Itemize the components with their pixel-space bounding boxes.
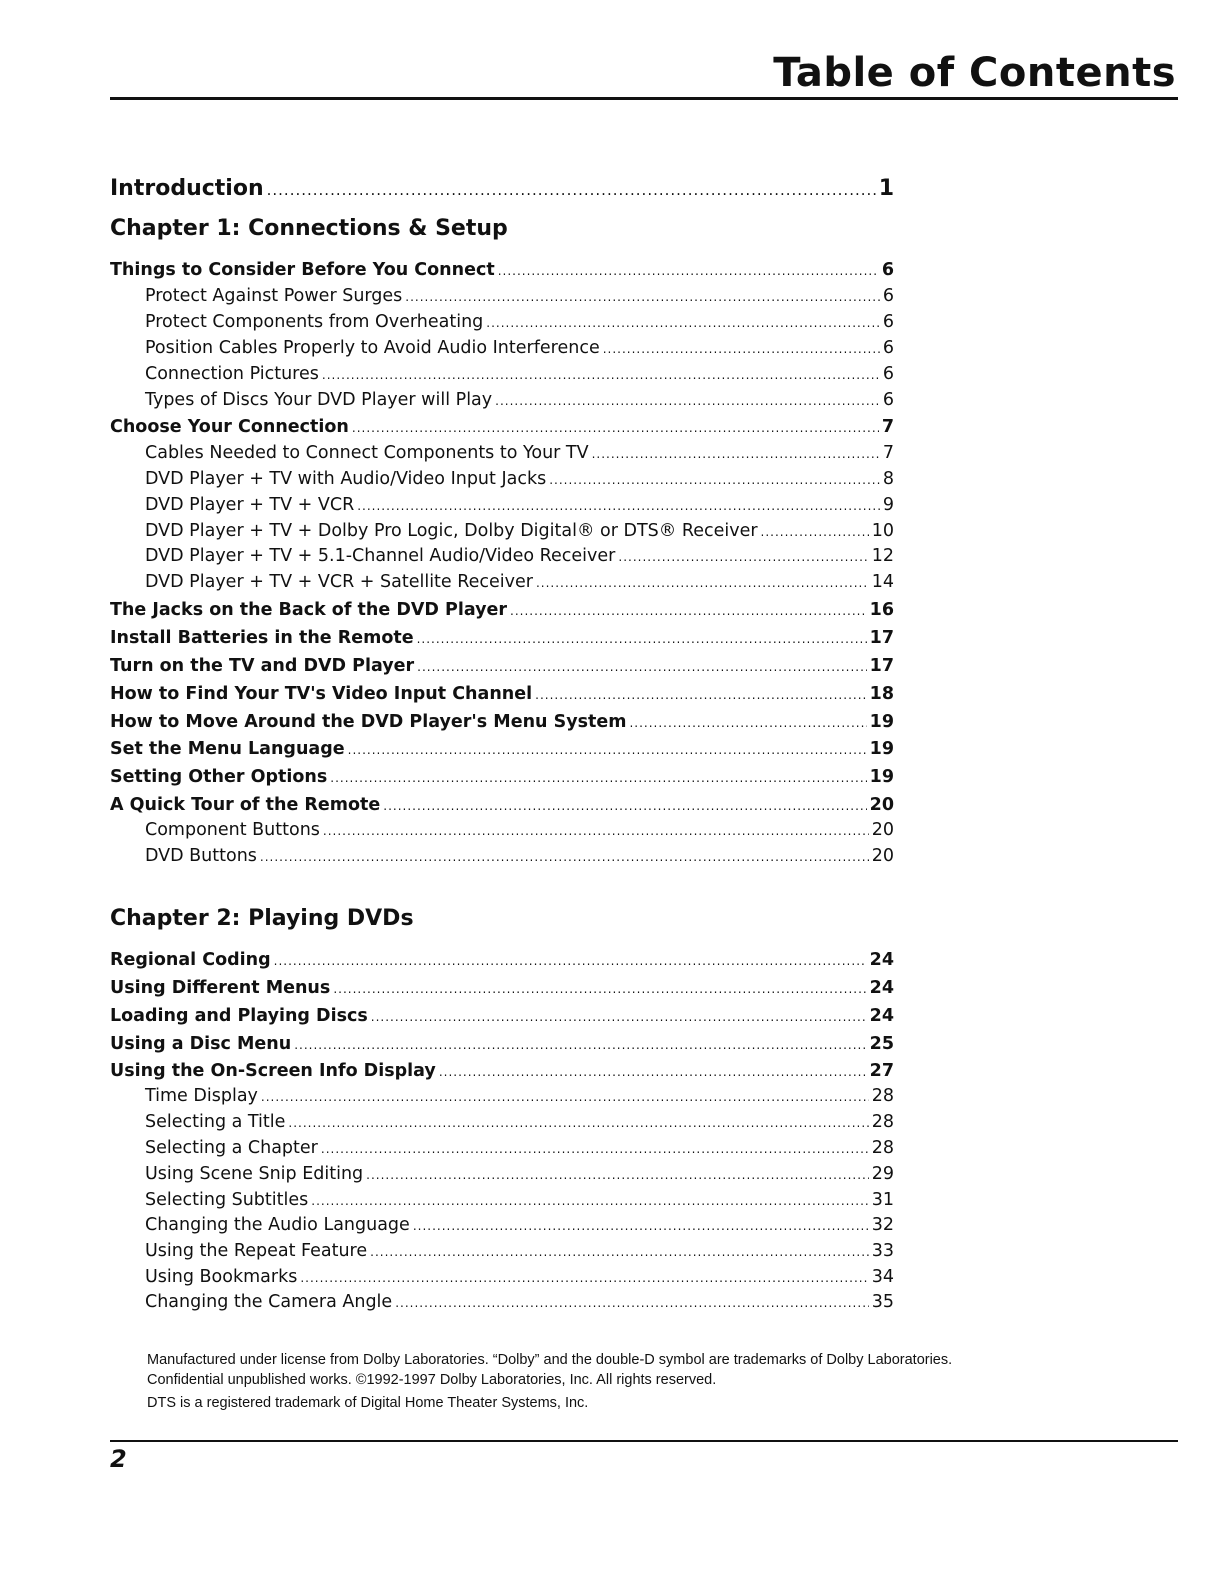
toc-entry[interactable] <box>110 1164 894 1184</box>
toc-entry-page: 19 <box>869 739 894 759</box>
toc-entry-page: 28 <box>871 1112 894 1132</box>
toc-entry-title: DVD Player + TV + 5.1-Channel Audio/Video Receiver <box>145 546 616 566</box>
toc-entry-title: Setting Other Options <box>110 767 328 787</box>
dot-leader <box>495 394 880 408</box>
toc-entry-title: Connection Pictures <box>145 364 319 384</box>
toc-entry-page: 28 <box>871 1086 894 1106</box>
toc-entry-title: DVD Player + TV + Dolby Pro Logic, Dolby Digital® or DTS® Receiver <box>145 521 758 541</box>
toc-entry[interactable] <box>110 1190 894 1210</box>
toc-entry[interactable] <box>110 286 894 306</box>
dolby-notice-line-2: Confidential unpublished works. ©1992-1997 Dolby Laboratories, Inc. All rights reserved. <box>147 1372 717 1388</box>
toc-entry[interactable] <box>110 950 894 970</box>
toc-entry[interactable] <box>110 628 894 648</box>
dot-leader <box>370 1245 869 1259</box>
dot-leader <box>267 181 876 199</box>
toc-entry-page: 6 <box>882 286 894 306</box>
dot-leader <box>352 421 879 435</box>
toc-entry-title: DVD Player + TV + VCR + Satellite Receiver <box>145 572 533 592</box>
dot-leader <box>322 368 880 382</box>
toc-entry-title: Things to Consider Before You Connect <box>110 260 495 280</box>
toc-entry-title: DVD Player + TV + VCR <box>145 495 355 515</box>
toc-entry[interactable] <box>110 846 894 866</box>
dot-leader <box>323 824 869 838</box>
dot-leader <box>439 1065 867 1079</box>
toc-entry-title: Changing the Camera Angle <box>145 1292 393 1312</box>
toc-entry[interactable] <box>110 1267 894 1287</box>
toc-entry-title: Using the Repeat Feature <box>145 1241 368 1261</box>
toc-entry-page: 24 <box>869 978 894 998</box>
toc-entry[interactable] <box>110 495 894 515</box>
toc-entry[interactable] <box>110 176 894 201</box>
dot-leader <box>274 954 867 968</box>
toc-entry[interactable] <box>110 1086 894 1106</box>
toc-entry-page: 29 <box>871 1164 894 1184</box>
dot-leader <box>366 1168 869 1182</box>
chapter-heading: Chapter 2: Playing DVDs <box>110 906 414 931</box>
toc-entry[interactable] <box>110 469 894 489</box>
dolby-notice-line-1: Manufactured under license from Dolby Laboratories. “Dolby” and the double-D symbol are trademarks of Dolby Laboratories. <box>147 1352 953 1368</box>
toc-entry-page: 6 <box>881 260 894 280</box>
dot-leader <box>330 771 866 785</box>
dot-leader <box>417 632 867 646</box>
toc-entry-title: Install Batteries in the Remote <box>110 628 414 648</box>
toc-entry-page: 14 <box>871 572 894 592</box>
toc-entry[interactable] <box>110 1006 894 1026</box>
toc-entry-page: 19 <box>869 767 894 787</box>
dot-leader <box>294 1038 866 1052</box>
toc-entry-title: Using a Disc Menu <box>110 1034 292 1054</box>
toc-entry-page: 6 <box>882 338 894 358</box>
toc-entry-page: 8 <box>882 469 894 489</box>
toc-entry-title: Component Buttons <box>145 820 320 840</box>
toc-entry-page: 1 <box>878 176 894 201</box>
toc-entry[interactable] <box>110 546 894 566</box>
toc-entry[interactable] <box>110 767 894 787</box>
toc-entry[interactable] <box>110 1061 894 1081</box>
toc-entry[interactable] <box>110 364 894 384</box>
toc-entry-title: Turn on the TV and DVD Player <box>110 656 415 676</box>
toc-entry-title: Changing the Audio Language <box>145 1215 410 1235</box>
dot-leader <box>761 525 869 539</box>
toc-entry-title: Loading and Playing Discs <box>110 1006 368 1026</box>
toc-entry-page: 28 <box>871 1138 894 1158</box>
toc-entry-page: 31 <box>871 1190 894 1210</box>
toc-entry[interactable] <box>110 1292 894 1312</box>
toc-entry-page: 32 <box>871 1215 894 1235</box>
toc-entry-title: Protect Components from Overheating <box>145 312 484 332</box>
trademark-notices <box>147 1350 1147 1413</box>
dot-leader <box>498 264 879 278</box>
dot-leader <box>535 688 867 702</box>
toc-entry[interactable] <box>110 572 894 592</box>
toc-entry[interactable] <box>110 1112 894 1132</box>
toc-entry-page: 6 <box>882 390 894 410</box>
toc-entry-title: Set the Menu Language <box>110 739 345 759</box>
footer-rule <box>110 1440 1178 1442</box>
toc-entry-title: Cables Needed to Connect Components to Your TV <box>145 443 589 463</box>
dot-leader <box>486 316 880 330</box>
page-title: Table of Contents <box>773 50 1176 96</box>
toc-entry-title: How to Move Around the DVD Player's Menu System <box>110 712 627 732</box>
toc-entry[interactable] <box>110 978 894 998</box>
toc-entry-page: 17 <box>869 656 894 676</box>
toc-entry[interactable] <box>110 1215 894 1235</box>
toc-entry-page: 17 <box>869 628 894 648</box>
toc-entry-title: Introduction <box>110 176 264 201</box>
toc-entry-title: Position Cables Properly to Avoid Audio Interference <box>145 338 600 358</box>
toc-entry-title: Selecting a Chapter <box>145 1138 318 1158</box>
toc-entry-page: 16 <box>869 600 894 620</box>
dot-leader <box>288 1116 868 1130</box>
toc-entry-title: Selecting a Title <box>145 1112 286 1132</box>
dot-leader <box>413 1219 869 1233</box>
chapter-heading: Chapter 1: Connections & Setup <box>110 216 508 241</box>
toc-entry-title: Choose Your Connection <box>110 417 349 437</box>
toc-entry[interactable] <box>110 417 894 437</box>
toc-entry-title: Regional Coding <box>110 950 271 970</box>
dot-leader <box>311 1194 868 1208</box>
toc-entry[interactable] <box>110 1138 894 1158</box>
toc-entry[interactable] <box>110 312 894 332</box>
toc-entry-page: 10 <box>871 521 894 541</box>
toc-entry-title: DVD Player + TV with Audio/Video Input Jacks <box>145 469 547 489</box>
toc-entry-page: 34 <box>871 1267 894 1287</box>
toc-entry[interactable] <box>110 656 894 676</box>
toc-entry[interactable] <box>110 1241 894 1261</box>
dot-leader <box>592 447 880 461</box>
dot-leader <box>261 1090 869 1104</box>
toc-entry-page: 24 <box>869 950 894 970</box>
toc-entry-page: 18 <box>869 684 894 704</box>
toc-entry-page: 7 <box>882 443 894 463</box>
toc-entry-page: 20 <box>871 846 894 866</box>
dot-leader <box>405 290 880 304</box>
page-number: 2 <box>110 1445 127 1473</box>
toc-entry-page: 7 <box>881 417 894 437</box>
toc-entry-page: 27 <box>869 1061 894 1081</box>
toc-entry-title: Using Bookmarks <box>145 1267 298 1287</box>
toc-entry-title: Time Display <box>145 1086 258 1106</box>
dot-leader <box>383 799 866 813</box>
toc-entry-title: DVD Buttons <box>145 846 257 866</box>
dolby-license-notice <box>147 1350 1147 1390</box>
toc-entry-page: 35 <box>871 1292 894 1312</box>
dot-leader <box>417 660 866 674</box>
toc-entry[interactable] <box>110 600 894 620</box>
toc-entry-page: 19 <box>869 712 894 732</box>
dot-leader <box>260 850 869 864</box>
dot-leader <box>321 1142 869 1156</box>
toc-entry-page: 33 <box>871 1241 894 1261</box>
toc-entry-title: Using the On-Screen Info Display <box>110 1061 436 1081</box>
dot-leader <box>348 743 867 757</box>
toc-entry-page: 6 <box>882 364 894 384</box>
toc-entry-page: 9 <box>882 495 894 515</box>
toc-entry-title: The Jacks on the Back of the DVD Player <box>110 600 508 620</box>
toc-entry[interactable] <box>110 739 894 759</box>
toc-entry-page: 6 <box>882 312 894 332</box>
dot-leader <box>371 1010 867 1024</box>
toc-entry[interactable] <box>110 684 894 704</box>
dot-leader <box>629 716 866 730</box>
toc-entry-page: 25 <box>869 1034 894 1054</box>
dot-leader <box>603 342 880 356</box>
toc-entry-title: Using Different Menus <box>110 978 331 998</box>
toc-entry[interactable] <box>110 795 894 815</box>
dot-leader <box>357 499 880 513</box>
toc-entry-title: How to Find Your TV's Video Input Channel <box>110 684 533 704</box>
dot-leader <box>395 1296 869 1310</box>
toc-entry-title: Protect Against Power Surges <box>145 286 403 306</box>
dot-leader <box>333 982 866 996</box>
toc-entry-title: Selecting Subtitles <box>145 1190 309 1210</box>
toc-entry[interactable] <box>110 820 894 840</box>
dot-leader <box>510 604 867 618</box>
dot-leader <box>536 576 869 590</box>
toc-entry[interactable] <box>110 521 894 541</box>
dts-notice: DTS is a registered trademark of Digital Home Theater Systems, Inc. <box>147 1395 589 1411</box>
toc-entry[interactable] <box>110 390 894 410</box>
dot-leader <box>618 550 868 564</box>
toc-entry-page: 20 <box>871 820 894 840</box>
toc-entry[interactable] <box>110 1034 894 1054</box>
toc-entry-title: Using Scene Snip Editing <box>145 1164 364 1184</box>
dot-leader <box>300 1271 868 1285</box>
toc-entry-title: Types of Discs Your DVD Player will Play <box>145 390 493 410</box>
toc-entry[interactable] <box>110 443 894 463</box>
toc-entry[interactable] <box>110 712 894 732</box>
dot-leader <box>549 473 880 487</box>
toc-entry-title: A Quick Tour of the Remote <box>110 795 381 815</box>
header-rule <box>110 97 1178 100</box>
toc-entry-page: 20 <box>869 795 894 815</box>
toc-entry-page: 12 <box>871 546 894 566</box>
toc-entry[interactable] <box>110 260 894 280</box>
toc-entry[interactable] <box>110 338 894 358</box>
toc-entry-page: 24 <box>869 1006 894 1026</box>
